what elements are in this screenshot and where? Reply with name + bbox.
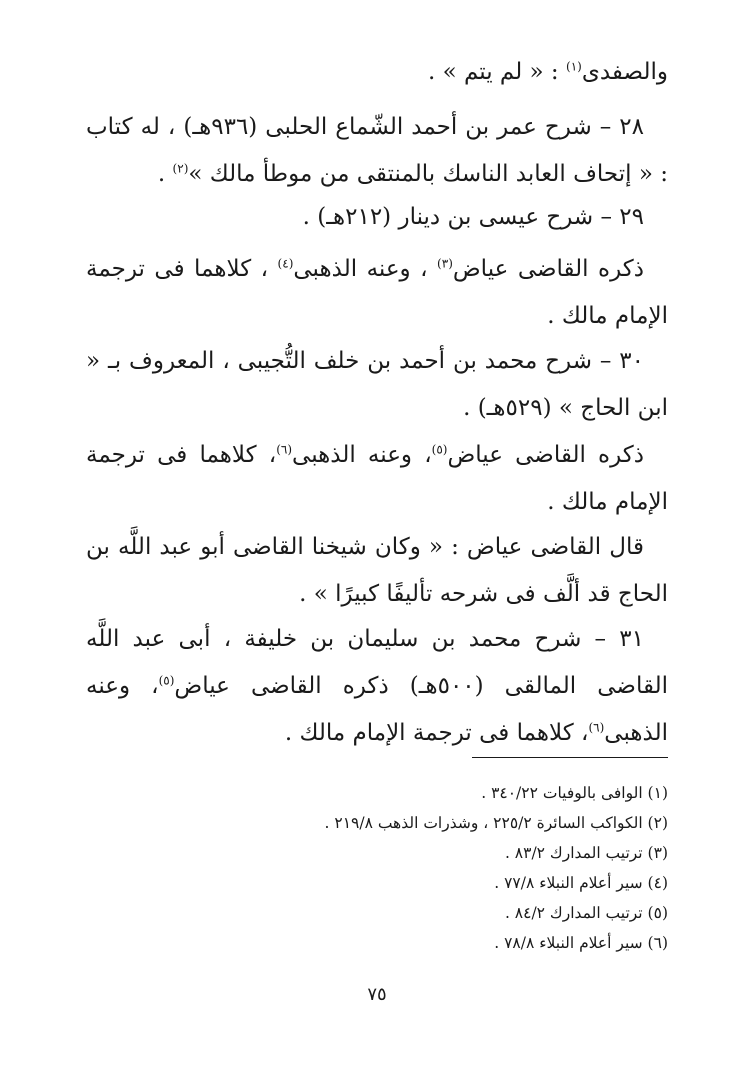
text-run: ذكره القاضى عياض [452, 256, 644, 282]
main-text [86, 524, 668, 618]
footnote-ref: (١) [566, 59, 582, 74]
text-run: : « لم يتم » . [427, 59, 566, 85]
main-text [86, 194, 668, 241]
paragraph-item-28 [86, 104, 668, 198]
footnote-item: (٤) سير أعلام النبلاء ٧٧/٨ . [494, 874, 668, 892]
text-run: ذكره القاضى عياض [447, 442, 644, 468]
main-text [86, 104, 668, 198]
footnote-item: (٣) ترتيب المدارك ٨٣/٢ . [504, 844, 668, 862]
footnote-ref: (٥) [431, 442, 448, 457]
text-run: ، كلاهما فى ترجمة الإمام مالك . [86, 442, 668, 515]
text-run: ، وعنه الذهبى [292, 442, 432, 468]
paragraph-mention [86, 432, 668, 526]
text-run: ٣٠ – شرح محمد بن أحمد بن خلف التُّجيبى ، المعروف بـ « ابن الحاج » (٥٢٩هـ) . [86, 348, 668, 421]
text-run: ، وعنه الذهبى [293, 256, 438, 282]
footnote-item: (٦) سير أعلام النبلاء ٧٨/٨ . [494, 934, 668, 952]
footnote-ref: (٥) [158, 673, 175, 688]
paragraph-item-29 [86, 194, 668, 241]
footnote-separator [472, 757, 668, 758]
footnote-item: (٥) ترتيب المدارك ٨٤/٢ . [504, 904, 668, 922]
footnote-ref: (٦) [276, 442, 293, 457]
text-run: قال القاضى عياض : « وكان شيخنا القاضى أبو عبد اللَّه بن الحاج قد ألَّف فى شرحه تأليفًا كبيرًا » . [86, 534, 668, 607]
paragraph-item-31 [86, 616, 668, 757]
text-run: ، وعنه الذهبى [86, 673, 668, 746]
main-text [86, 616, 668, 757]
paragraph-quote [86, 524, 668, 618]
footnote-ref: (٦) [588, 720, 605, 735]
text-run: . [157, 161, 173, 187]
text-run: ، كلاهما فى ترجمة الإمام مالك . [86, 256, 668, 329]
main-text [86, 338, 668, 432]
paragraph-item-30 [86, 338, 668, 432]
main-text [86, 49, 668, 96]
paragraph-mention [86, 246, 668, 340]
text-run: ٢٩ – شرح عيسى بن دينار (٢١٢هـ) . [302, 204, 644, 230]
text-run: ، كلاهما فى ترجمة الإمام مالك . [284, 720, 589, 746]
paragraph-continuation [86, 49, 668, 96]
footnote-item: (١) الوافى بالوفيات ٣٤٠/٢٢ . [481, 784, 668, 802]
footnote-ref: (٢) [172, 161, 189, 176]
footnote-ref: (٣) [437, 256, 453, 271]
footnotes [86, 778, 668, 958]
footnote-item: (٢) الكواكب السائرة ٢٢٥/٢ ، وشذرات الذهب ٢١٩/٨ . [324, 814, 668, 832]
main-text [86, 432, 668, 526]
page-number: ٧٥ [367, 984, 387, 1005]
text-run: ٣١ – شرح محمد بن سليمان بن خليفة ، أبى عبد اللَّه القاضى المالقى (٥٠٠هـ) ذكره القاضى عياض [86, 626, 668, 699]
footnote-ref: (٤) [277, 256, 294, 271]
text-run: والصفدى [581, 59, 668, 85]
text-run: ٢٨ – شرح عمر بن أحمد الشّماع الحلبى (٩٣٦هـ) ، له كتاب : « إتحاف العابد الناسك بالمنتقى من موطأ مالك » [86, 114, 668, 187]
main-text [86, 246, 668, 340]
